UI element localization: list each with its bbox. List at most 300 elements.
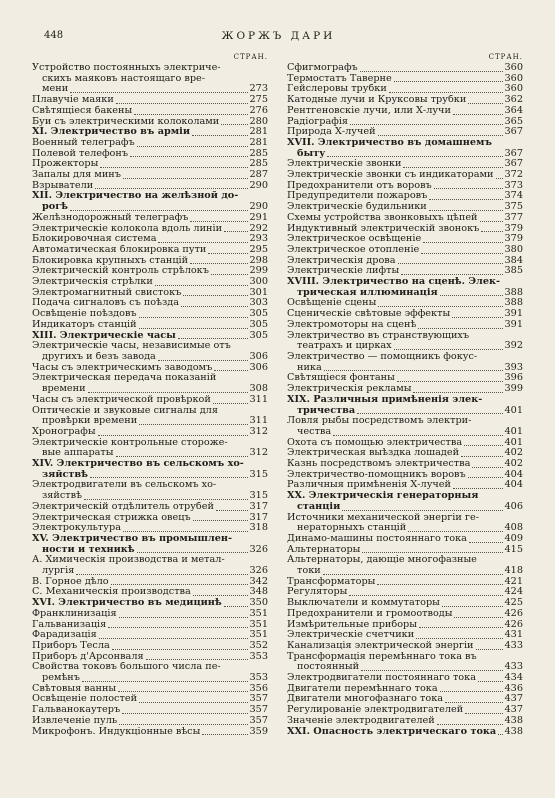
dotted-leader (437, 724, 503, 725)
toc-entry-page: 305 (249, 330, 268, 341)
toc-entry-line: Электрическая передача показанiй (32, 373, 217, 384)
toc-entry-title: рогѣ (42, 202, 68, 213)
dotted-leader (76, 574, 247, 575)
dotted-leader (211, 274, 248, 275)
dotted-leader (419, 627, 503, 628)
toc-entry-page: 281 (249, 127, 268, 138)
toc-entry (287, 373, 523, 384)
toc-entry-title: Электродвигатели постояннаго тока (287, 673, 476, 684)
toc-entry-page: 290 (249, 180, 268, 191)
toc-entry-title: Электрокультура (32, 523, 121, 534)
toc-entry-title: токи (297, 566, 321, 577)
toc-left-column (32, 52, 268, 737)
toc-entry-title: Термостатъ Таверне (287, 73, 392, 84)
toc-entry-page: 301 (249, 287, 268, 298)
toc-entry-title: Свѣтящiеся бакены (32, 105, 133, 116)
toc-entry-page: 353 (249, 651, 268, 662)
dotted-leader (418, 328, 502, 329)
dotted-leader (461, 456, 502, 457)
toc-entry (32, 620, 268, 631)
dotted-leader (122, 713, 247, 714)
toc-entry-page: 393 (504, 362, 523, 373)
toc-entry-title: Военный телеграфъ (32, 137, 135, 148)
dotted-leader (208, 253, 247, 254)
toc-entry-title: Взрыватели (32, 180, 94, 191)
dotted-leader (397, 381, 503, 382)
toc-entry-title: Электрическiя дрова (287, 255, 396, 266)
dotted-leader (342, 510, 502, 511)
toc-entry-page: 357 (249, 715, 268, 726)
toc-entry (32, 149, 268, 160)
toc-entry-title: зяйствѣ (42, 469, 88, 480)
toc-entry (287, 684, 523, 695)
toc-entry-page: 360 (504, 73, 523, 84)
toc-entry-title: Электромоторы на сценѣ (287, 319, 417, 330)
toc-entry (287, 213, 523, 224)
dotted-leader (423, 242, 502, 243)
toc-entry-title: тричества (297, 405, 356, 416)
dotted-leader (413, 392, 502, 393)
toc-entry-title: Электрическiе звонки (287, 159, 402, 170)
toc-entry (32, 448, 268, 459)
toc-entry-title: Франклинизацiя (32, 608, 117, 619)
toc-entry-title: Значенiе электродвигателей (287, 715, 435, 726)
dotted-leader (389, 92, 503, 93)
toc-entry-title: Электрическiе лифты (287, 266, 400, 277)
toc-entry-title: XVI. Электричество въ медицинѣ (32, 598, 222, 609)
toc-entry (32, 159, 268, 170)
dotted-leader (224, 231, 247, 232)
toc-entry-page: 399 (504, 384, 523, 395)
page-header (22, 30, 535, 46)
toc-entry-page: 402 (504, 448, 523, 459)
dotted-leader (445, 702, 502, 703)
toc-entry (287, 320, 523, 331)
toc-entry-page: 431 (504, 630, 523, 641)
toc-entry-title: Полевой телефонъ (32, 148, 129, 159)
column-page-label: СТРАН. (488, 53, 523, 61)
toc-section-entry (287, 149, 523, 160)
toc-entry-title: Двигатели многофазнаго тока (287, 694, 444, 705)
toc-entry-page: 404 (504, 469, 523, 480)
toc-entry-page: 285 (249, 159, 268, 170)
toc-entry-page: 305 (249, 319, 268, 330)
toc-section-entry (287, 502, 523, 513)
toc-entry (32, 652, 268, 663)
toc-entry-line: Электричество въ странствующихъ (287, 330, 470, 341)
toc-entry-page: 299 (249, 266, 268, 277)
toc-entry (32, 256, 268, 267)
dotted-leader (118, 691, 247, 692)
dotted-leader (394, 349, 503, 350)
toc-entry-title: Канализацiя электрической энергiи (287, 640, 474, 651)
dotted-leader (221, 124, 247, 125)
toc-entry-page: 372 (504, 170, 523, 181)
dotted-leader (119, 724, 247, 725)
dotted-leader (349, 595, 502, 596)
toc-entry (32, 684, 268, 695)
toc-entry (32, 395, 268, 406)
toc-entry (287, 341, 523, 352)
toc-entry-page: 424 (504, 587, 523, 598)
toc-entry-page: 377 (504, 212, 523, 223)
toc-entry (287, 448, 523, 459)
toc-entry (32, 95, 268, 106)
toc-entry-page: 379 (504, 223, 523, 234)
toc-entry-line: Электрическiе часы, независимые отъ (32, 341, 231, 352)
dotted-leader (137, 552, 248, 553)
toc-entry-page: 360 (504, 63, 523, 73)
toc-entry-page: 326 (249, 544, 268, 555)
toc-entry-title: Электрическая выѣздка лошадей (287, 448, 460, 459)
toc-entry (287, 534, 523, 545)
toc-entry-title: Электрическiе счетчики (287, 630, 415, 641)
toc-entry-page: 317 (249, 512, 268, 523)
dotted-leader (453, 114, 503, 115)
toc-entry (32, 416, 268, 427)
toc-entry-title: Электрическiй отдѣлитель отрубей (32, 501, 214, 512)
toc-entry (287, 63, 523, 74)
toc-entry-title: Свѣтовыя ванны (32, 683, 117, 694)
dotted-leader (158, 242, 247, 243)
dotted-leader (70, 210, 248, 211)
toc-entry (32, 727, 268, 738)
dotted-leader (452, 317, 502, 318)
toc-entry-page: 396 (504, 373, 523, 384)
toc-entry-title: постоянный (297, 662, 360, 673)
toc-entry-page: 391 (504, 309, 523, 320)
toc-entry-page: 438 (504, 715, 523, 726)
dotted-leader (416, 638, 502, 639)
toc-section-heading: XVIII. Электричество на сценѣ. Элек- (287, 277, 501, 288)
toc-entry-page: 421 (504, 576, 523, 587)
dotted-leader (472, 467, 502, 468)
toc-entry-title: чества (297, 426, 332, 437)
toc-section-heading: XIX. Различныя примѣненія элек- (287, 394, 483, 405)
dotted-leader (333, 435, 502, 436)
dotted-leader (327, 156, 502, 157)
toc-entry-page: 281 (249, 137, 268, 148)
dotted-leader (158, 360, 248, 361)
toc-entry (287, 266, 523, 277)
dotted-leader (139, 328, 248, 329)
toc-entry-title: Хронографы (32, 426, 96, 437)
page-number: 448 (44, 30, 64, 41)
toc-entry (32, 673, 268, 684)
toc-entry-title: Охота съ помощью электричества (287, 437, 463, 448)
toc-entry-title: В. Горное дѣло (32, 576, 109, 587)
dotted-leader (378, 135, 503, 136)
dotted-leader (100, 167, 247, 168)
dotted-leader (323, 574, 503, 575)
toc-entry (287, 620, 523, 631)
toc-entry (32, 427, 268, 438)
toc-entry-line: А. Химическiя производства и метал- (32, 555, 225, 566)
dotted-leader (123, 178, 248, 179)
dotted-leader (137, 146, 248, 147)
toc-entry-page: 280 (249, 116, 268, 127)
toc-entry-title: Электрическiй контроль стрѣлокъ (32, 266, 209, 277)
toc-entry-title: Казнь посредствомъ электричества (287, 459, 471, 470)
toc-entry (32, 577, 268, 588)
dotted-leader (139, 317, 248, 318)
toc-entry-title: Часы съ электрическимъ заводомъ (32, 362, 213, 373)
toc-entry-title: быту (297, 148, 326, 159)
toc-entry (287, 609, 523, 620)
toc-entry (287, 716, 523, 727)
toc-entry-page: 426 (504, 619, 523, 630)
toc-entry-title: Фарадизацiя (32, 630, 97, 641)
toc-entry-title: Микрофонъ. Индукцiонные вѣсы (32, 726, 201, 737)
toc-entry-title: Гальванокаутеръ (32, 705, 121, 716)
toc-entry-title: Трансформаторы (287, 576, 376, 587)
toc-entry (32, 277, 268, 288)
dotted-leader (224, 606, 248, 607)
toc-entry-page: 425 (504, 598, 523, 609)
dotted-leader (108, 627, 247, 628)
toc-entry (287, 566, 523, 577)
toc-entry (32, 694, 268, 705)
toc-entry-page: 362 (504, 95, 523, 106)
toc-entry (32, 587, 268, 598)
toc-entry (287, 256, 523, 267)
toc-section-heading: XII. Электричество на желѣзной до- (32, 191, 239, 202)
running-title: ЖОРЖЪ ДАРИ (221, 30, 336, 42)
dotted-leader (481, 231, 502, 232)
toc-entry (287, 598, 523, 609)
toc-entry-line: Электричество — помощникъ фокус- (287, 351, 478, 362)
toc-entry (287, 480, 523, 491)
toc-entry-page: 291 (249, 212, 268, 223)
toc-section-entry (32, 545, 268, 556)
toc-entry-page: 364 (504, 105, 523, 116)
toc-entry-page: 353 (249, 673, 268, 684)
toc-entry-page: 436 (504, 683, 523, 694)
toc-entry (32, 609, 268, 620)
toc-entry (32, 138, 268, 149)
toc-entry (32, 224, 268, 235)
toc-entry-page: 292 (249, 223, 268, 234)
toc-entry-line: Электродвигатели въ сельскомъ хо- (32, 480, 217, 491)
toc-entry-page: 352 (249, 640, 268, 651)
toc-entry (287, 159, 523, 170)
toc-entry (287, 245, 523, 256)
toc-section-entry (287, 727, 523, 738)
toc-entry-page: 426 (504, 608, 523, 619)
toc-entry-title: С. Механическiя производства (32, 587, 191, 598)
toc-entry (32, 298, 268, 309)
toc-entry-page: 315 (249, 469, 268, 480)
dotted-leader (496, 178, 503, 179)
toc-entry-title: Извлеченiе пуль (32, 715, 118, 726)
dotted-leader (440, 691, 503, 692)
toc-entry-page: 293 (249, 234, 268, 245)
toc-entry-title: Сфигмографъ (287, 63, 358, 73)
toc-entry-title: Блокировочная система (32, 234, 157, 245)
toc-entry (32, 181, 268, 192)
dotted-leader (193, 520, 248, 521)
toc-entry (287, 84, 523, 95)
dotted-leader (464, 445, 502, 446)
toc-entry-title: ремѣнъ (42, 673, 80, 684)
dotted-leader (324, 370, 503, 371)
toc-section-heading: XV. Электричество въ промышлен- (32, 533, 232, 544)
toc-entry-line: Источники механической энергiи ге- (287, 512, 479, 523)
toc-entry (287, 95, 523, 106)
dotted-leader (178, 338, 248, 339)
toc-entry-page: 351 (249, 630, 268, 641)
dotted-leader (454, 617, 502, 618)
dotted-leader (84, 499, 248, 500)
dotted-leader (440, 295, 503, 296)
toc-entry (32, 170, 268, 181)
toc-entry-title: XIII. Электрическiе часы (32, 330, 176, 341)
toc-entry-title: Подача сигналовъ съ поѣзда (32, 298, 179, 309)
toc-entry-page: 315 (249, 491, 268, 502)
dotted-leader (116, 103, 248, 104)
dotted-leader (216, 510, 248, 511)
toc-entry-page: 437 (504, 705, 523, 716)
toc-entry (32, 320, 268, 331)
toc-entry-line: Электрическiе контрольные стороже- (32, 437, 228, 448)
toc-entry-title: Предупредители пожаровъ (287, 191, 428, 202)
toc-entry-title: Природа Х-лучей (287, 127, 376, 138)
toc-entry-page: 388 (504, 298, 523, 309)
dotted-leader (468, 103, 502, 104)
toc-entry-title: Схемы устройства звонковыхъ цѣпей (287, 212, 478, 223)
toc-entry-line: Устройство постоянныхъ электриче- (32, 63, 221, 73)
toc-entry-title: зяйствѣ (42, 491, 82, 502)
toc-entry-line: Альтернаторы, дающiе многофазные (287, 555, 477, 566)
toc-entry-page: 351 (249, 608, 268, 619)
dotted-leader (190, 221, 247, 222)
dotted-leader (119, 617, 248, 618)
toc-entry-page: 276 (249, 105, 268, 116)
toc-entry-page: 311 (249, 394, 268, 405)
toc-entry-page: 375 (504, 202, 523, 213)
toc-entry-line: Трансформацiя перемѣннаго тока въ (287, 651, 477, 662)
toc-entry-page: 401 (504, 437, 523, 448)
dotted-leader (469, 542, 503, 543)
dotted-leader (434, 188, 503, 189)
toc-entry-page: 317 (249, 501, 268, 512)
dotted-leader (190, 263, 247, 264)
dotted-leader (213, 403, 248, 404)
toc-entry-title: Прожекторы (32, 159, 99, 170)
toc-entry (287, 181, 523, 192)
toc-entry (287, 106, 523, 117)
toc-entry-page: 312 (249, 426, 268, 437)
toc-entry-title: XXI. Опасность электрическаго тока (287, 726, 497, 737)
toc-entry-page: 373 (504, 180, 523, 191)
toc-section-entry (32, 127, 268, 138)
toc-entry-title: Индуктивный электрическiй звонокъ (287, 223, 480, 234)
dotted-leader (401, 274, 502, 275)
dotted-leader (98, 435, 248, 436)
toc-entry-title: другихъ и безъ завода (42, 351, 156, 362)
toc-entry-page: 367 (504, 159, 523, 170)
toc-entry-page: 433 (504, 662, 523, 673)
toc-entry-page: 437 (504, 694, 523, 705)
toc-entry-title: Освѣщенiе полостей (32, 694, 138, 705)
toc-entry-page: 409 (504, 533, 523, 544)
dotted-leader (192, 135, 247, 136)
dotted-leader (498, 734, 502, 735)
toc-entry-title: театрахъ и цирках (297, 341, 392, 352)
toc-entry-page: 295 (249, 244, 268, 255)
dotted-leader (70, 92, 247, 93)
dotted-leader (394, 81, 503, 82)
toc-entry (32, 523, 268, 534)
toc-entry-page: 357 (249, 694, 268, 705)
toc-entry-page: 404 (504, 480, 523, 491)
toc-entry-page: 326 (249, 566, 268, 577)
toc-entry-line: скихъ маяковъ настоящаго вре- (42, 73, 206, 84)
toc-entry-page: 391 (504, 319, 523, 330)
toc-section-heading: XVII. Электричество въ домашнемъ (287, 137, 492, 148)
dotted-leader (88, 392, 248, 393)
toc-entry-page: 367 (504, 127, 523, 138)
toc-entry-title: Приборъ д'Арсонваля (32, 651, 144, 662)
toc-entry-line: Ловля рыбы посредствомъ электри- (287, 416, 472, 427)
toc-entry-title: Электричество-помощникъ воровъ (287, 469, 466, 480)
toc-entry (32, 384, 268, 395)
toc-section-heading: XIV. Электричество въ сельскомъ хо- (32, 459, 244, 470)
toc-entry-title: Электрическiя рекламы (287, 384, 412, 395)
toc-entry-page: 348 (249, 587, 268, 598)
toc-entry (287, 309, 523, 320)
toc-entry-title: Электрическое освѣщенiе (287, 234, 422, 245)
toc-entry-title: нераторныхъ станцiй (297, 523, 407, 534)
toc-right-column (287, 52, 523, 737)
toc-entry (32, 630, 268, 641)
toc-entry (287, 470, 523, 481)
dotted-leader (465, 713, 502, 714)
toc-entry (287, 74, 523, 85)
toc-entry-page: 379 (504, 234, 523, 245)
dotted-leader (442, 606, 503, 607)
dotted-leader (123, 531, 248, 532)
toc-entry-title: Предохранители отъ воровъ (287, 180, 432, 191)
toc-entry (32, 716, 268, 727)
toc-entry (32, 266, 268, 277)
dotted-leader (134, 114, 247, 115)
toc-entry (32, 84, 268, 95)
dotted-leader (357, 413, 502, 414)
toc-entry (32, 513, 268, 524)
toc-entry-title: Выключатели и коммутаторы (287, 598, 440, 609)
toc-entry-title: Индикаторъ станцiй (32, 319, 137, 330)
dotted-leader (146, 659, 248, 660)
dotted-leader (403, 167, 502, 168)
toc-entry-title: Электромагнитный свистокъ (32, 287, 182, 298)
toc-entry-page: 434 (504, 673, 523, 684)
toc-entry-page: 433 (504, 640, 523, 651)
toc-entry-title: Рентгеновскiе лучи, или Х-лучи (287, 105, 451, 116)
toc-entry (287, 224, 523, 235)
toc-entry (32, 288, 268, 299)
toc-entry-page: 406 (504, 501, 523, 512)
toc-entry (32, 566, 268, 577)
toc-entry-page: 359 (249, 726, 268, 737)
toc-entry (32, 213, 268, 224)
toc-entry (32, 705, 268, 716)
toc-entry (287, 673, 523, 684)
toc-entry (287, 662, 523, 673)
toc-entry (287, 459, 523, 470)
toc-entry (32, 352, 268, 363)
toc-entry-page: 305 (249, 309, 268, 320)
